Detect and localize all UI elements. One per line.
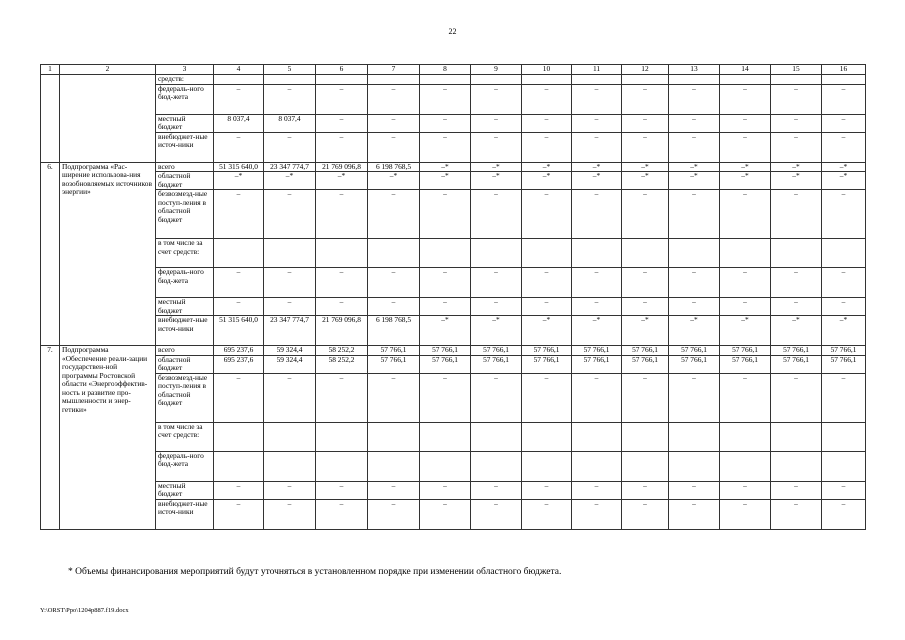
amount-cell: –* [771,316,822,346]
amount-cell: 57 766,1 [720,346,771,356]
amount-cell: – [622,373,669,422]
amount-cell: – [720,132,771,162]
amount-cell: 57 766,1 [471,355,522,373]
amount-cell: 57 766,1 [420,355,471,373]
amount-cell: – [316,298,368,316]
amount-cell: – [522,298,572,316]
amount-cell: – [771,84,822,114]
amount-cell: – [720,114,771,132]
column-number: 4 [214,65,264,75]
amount-cell: – [264,132,316,162]
amount-cell: 58 252,2 [316,355,368,373]
amount-cell: –* [471,162,522,172]
amount-cell: – [622,268,669,298]
amount-cell: – [316,373,368,422]
amount-cell: – [368,499,420,529]
amount-cell [572,451,622,481]
amount-cell: 8 037,4 [214,114,264,132]
funding-source: всего [156,346,214,356]
amount-cell: – [669,114,720,132]
table-row [41,481,866,499]
amount-cell [720,75,771,85]
amount-cell: – [822,132,866,162]
amount-cell: – [522,114,572,132]
amount-cell [522,75,572,85]
amount-cell [471,239,522,268]
amount-cell [471,451,522,481]
amount-cell: – [368,373,420,422]
amount-cell: 8 037,4 [264,114,316,132]
amount-cell: – [471,84,522,114]
financing-table [40,64,866,530]
amount-cell: – [720,298,771,316]
funding-source: безвозмезд-ные поступ-ления в областной бюджет [156,190,214,239]
amount-cell: – [720,268,771,298]
funding-source: внебюджет-ные источ-ники [156,316,214,346]
amount-cell: – [264,84,316,114]
funding-source: внебюджет-ные источ-ники [156,499,214,529]
amount-cell [214,239,264,268]
amount-cell: – [669,268,720,298]
amount-cell: – [368,84,420,114]
column-number: 2 [60,65,156,75]
amount-cell: – [316,114,368,132]
amount-cell: – [214,298,264,316]
amount-cell: 57 766,1 [368,355,420,373]
amount-cell: – [214,268,264,298]
funding-source: местный бюджет [156,481,214,499]
amount-cell: 57 766,1 [622,346,669,356]
column-number: 5 [264,65,316,75]
amount-cell [822,75,866,85]
amount-cell: – [822,268,866,298]
amount-cell [368,422,420,451]
amount-cell [368,75,420,85]
funding-source: федераль-ного бюд-жета [156,268,214,298]
amount-cell: – [420,298,471,316]
funding-source: областной бюджет [156,355,214,373]
amount-cell: – [622,298,669,316]
row-index: 7. [41,346,60,530]
amount-cell: 21 769 096,8 [316,316,368,346]
amount-cell: 6 198 768,5 [368,162,420,172]
amount-cell: –* [669,172,720,190]
amount-cell [572,239,622,268]
amount-cell: – [522,499,572,529]
amount-cell: – [669,190,720,239]
funding-source: в том числе за счет средств: [156,422,214,451]
amount-cell: 695 237,6 [214,346,264,356]
amount-cell: – [822,373,866,422]
amount-cell: – [822,114,866,132]
row-index: 6. [41,162,60,346]
amount-cell: –* [316,172,368,190]
file-path: Y:\ORST\Ppo\1204p887.f19.docx [40,607,129,614]
amount-cell: – [214,132,264,162]
amount-cell: – [368,481,420,499]
amount-cell: 59 324,4 [264,346,316,356]
amount-cell: – [522,373,572,422]
table-row [41,298,866,316]
amount-cell: – [214,481,264,499]
amount-cell: – [522,190,572,239]
amount-cell: – [316,132,368,162]
amount-cell: 23 347 774,7 [264,162,316,172]
table-row [41,190,866,239]
amount-cell: –* [720,162,771,172]
amount-cell: 6 198 768,5 [368,316,420,346]
amount-cell [214,451,264,481]
amount-cell: 57 766,1 [471,346,522,356]
amount-cell [572,422,622,451]
table-row [41,239,866,268]
amount-cell [316,451,368,481]
amount-cell: –* [720,316,771,346]
amount-cell: – [471,499,522,529]
amount-cell: – [368,114,420,132]
amount-cell: – [669,481,720,499]
amount-cell: – [622,499,669,529]
amount-cell: – [420,132,471,162]
amount-cell: – [771,481,822,499]
amount-cell: – [669,373,720,422]
amount-cell [471,422,522,451]
amount-cell: – [522,132,572,162]
amount-cell: – [420,481,471,499]
amount-cell: – [669,499,720,529]
amount-cell: – [316,84,368,114]
amount-cell: 21 769 096,8 [316,162,368,172]
funding-source: средств: [156,75,214,85]
amount-cell: – [572,373,622,422]
amount-cell: – [720,481,771,499]
amount-cell: – [669,132,720,162]
column-number: 13 [669,65,720,75]
column-number: 6 [316,65,368,75]
amount-cell: – [669,84,720,114]
amount-cell: – [720,499,771,529]
amount-cell: – [622,84,669,114]
amount-cell: –* [572,162,622,172]
amount-cell [264,422,316,451]
amount-cell [771,75,822,85]
amount-cell [771,451,822,481]
amount-cell [622,422,669,451]
amount-cell [822,422,866,451]
table-row [41,84,866,114]
amount-cell: –* [368,172,420,190]
amount-cell: – [822,190,866,239]
amount-cell: 57 766,1 [771,346,822,356]
amount-cell: 59 324,4 [264,355,316,373]
footnote: * Объемы финансирования мероприятий будут уточняться в установленном порядке при изменении областного бюджета. [68,567,562,577]
table-row [41,75,866,85]
amount-cell [214,422,264,451]
column-number: 11 [572,65,622,75]
amount-cell: 57 766,1 [669,355,720,373]
amount-cell: –* [771,162,822,172]
amount-cell [420,451,471,481]
column-number: 15 [771,65,822,75]
column-number: 8 [420,65,471,75]
amount-cell: – [572,481,622,499]
amount-cell: – [720,373,771,422]
amount-cell: – [420,190,471,239]
table-body [41,65,866,530]
amount-cell: 57 766,1 [572,355,622,373]
amount-cell: – [822,499,866,529]
amount-cell: –* [420,316,471,346]
amount-cell [720,239,771,268]
amount-cell [622,451,669,481]
amount-cell [822,239,866,268]
amount-cell: – [420,268,471,298]
amount-cell: –* [822,172,866,190]
amount-cell: 23 347 774,7 [264,316,316,346]
amount-cell: – [471,114,522,132]
column-number: 12 [622,65,669,75]
amount-cell: – [622,132,669,162]
amount-cell: –* [669,316,720,346]
amount-cell: – [771,499,822,529]
amount-cell: – [720,84,771,114]
amount-cell: – [572,268,622,298]
program-name: Подпрограмма «Рас-ширение использова-ния возобновляемых источников энергии» [60,162,156,346]
amount-cell: –* [264,172,316,190]
amount-cell: – [420,373,471,422]
column-number: 10 [522,65,572,75]
amount-cell: – [771,190,822,239]
amount-cell: –* [420,162,471,172]
amount-cell [316,75,368,85]
amount-cell: – [420,84,471,114]
table-row [41,373,866,422]
amount-cell: – [822,84,866,114]
amount-cell: – [214,373,264,422]
amount-cell [771,422,822,451]
table-row [41,422,866,451]
amount-cell: – [471,190,522,239]
amount-cell [420,422,471,451]
table-row [41,172,866,190]
amount-cell: –* [522,162,572,172]
amount-cell: – [316,190,368,239]
amount-cell: – [771,373,822,422]
column-number: 7 [368,65,420,75]
amount-cell [669,451,720,481]
amount-cell: – [822,298,866,316]
amount-cell: – [214,190,264,239]
amount-cell: 695 237,6 [214,355,264,373]
amount-cell: –* [572,316,622,346]
amount-cell: – [771,132,822,162]
amount-cell: – [720,190,771,239]
amount-cell: 57 766,1 [522,346,572,356]
funding-source: безвозмезд-ные поступ-ления в областной бюджет [156,373,214,422]
table-row [41,114,866,132]
amount-cell: – [214,84,264,114]
amount-cell: 57 766,1 [822,346,866,356]
amount-cell: –* [471,316,522,346]
amount-cell [522,451,572,481]
table-row [41,268,866,298]
column-number: 3 [156,65,214,75]
amount-cell [368,451,420,481]
amount-cell: – [264,298,316,316]
amount-cell: –* [420,172,471,190]
amount-cell [771,239,822,268]
amount-cell: – [264,190,316,239]
amount-cell: – [572,298,622,316]
amount-cell: – [368,268,420,298]
amount-cell [720,451,771,481]
table-row [41,132,866,162]
amount-cell: – [316,268,368,298]
column-number: 1 [41,65,60,75]
amount-cell: – [420,114,471,132]
table-row [41,162,866,172]
amount-cell: – [368,132,420,162]
amount-cell [669,422,720,451]
amount-cell: – [771,114,822,132]
amount-cell: 51 315 640,0 [214,316,264,346]
amount-cell: – [214,499,264,529]
amount-cell: – [264,499,316,529]
amount-cell: –* [522,316,572,346]
amount-cell [522,239,572,268]
amount-cell: 57 766,1 [720,355,771,373]
amount-cell: –* [822,316,866,346]
amount-cell: – [264,481,316,499]
amount-cell: –* [214,172,264,190]
column-number: 9 [471,65,522,75]
amount-cell [720,422,771,451]
funding-source: областной бюджет [156,172,214,190]
row-index [41,75,60,163]
column-number: 14 [720,65,771,75]
table-row [41,451,866,481]
header-row [41,65,866,75]
amount-cell: – [471,298,522,316]
amount-cell: –* [522,172,572,190]
funding-source: федераль-ного бюд-жета [156,84,214,114]
amount-cell: – [316,481,368,499]
amount-cell: – [420,499,471,529]
table-row [41,346,866,356]
table-row [41,355,866,373]
amount-cell: – [572,499,622,529]
amount-cell: – [368,298,420,316]
amount-cell: – [368,190,420,239]
funding-source: внебюджет-ные источ-ники [156,132,214,162]
page-number: 22 [448,27,457,36]
amount-cell: –* [622,316,669,346]
amount-cell [264,451,316,481]
amount-cell: –* [720,172,771,190]
amount-cell: – [771,298,822,316]
amount-cell: – [471,268,522,298]
funding-source: местный бюджет [156,114,214,132]
amount-cell: – [622,481,669,499]
amount-cell: – [264,268,316,298]
table-row [41,316,866,346]
amount-cell: –* [622,172,669,190]
amount-cell: – [771,268,822,298]
amount-cell: – [471,373,522,422]
amount-cell [420,75,471,85]
funding-source: федераль-ного бюд-жета [156,451,214,481]
amount-cell [572,75,622,85]
amount-cell [622,75,669,85]
amount-cell: – [572,114,622,132]
amount-cell: 57 766,1 [368,346,420,356]
amount-cell: –* [771,172,822,190]
amount-cell: – [572,132,622,162]
amount-cell: – [471,481,522,499]
program-name: Подпрограмма «Обеспечение реали-зации государствен-ной программы Ростовской области «Энергоэффектив-ность и развитие про-мышленности и энер-гетики» [60,346,156,530]
amount-cell [522,422,572,451]
amount-cell: – [522,481,572,499]
amount-cell: –* [669,162,720,172]
amount-cell: 57 766,1 [669,346,720,356]
amount-cell: 58 252,2 [316,346,368,356]
amount-cell: –* [471,172,522,190]
amount-cell [669,75,720,85]
amount-cell [822,451,866,481]
column-number: 16 [822,65,866,75]
amount-cell: – [572,84,622,114]
amount-cell: –* [622,162,669,172]
amount-cell: – [264,373,316,422]
amount-cell: 57 766,1 [622,355,669,373]
amount-cell: 57 766,1 [522,355,572,373]
amount-cell: – [471,132,522,162]
amount-cell: – [572,190,622,239]
amount-cell [264,75,316,85]
program-name [60,75,156,163]
amount-cell: – [522,84,572,114]
amount-cell: 57 766,1 [822,355,866,373]
amount-cell: – [669,298,720,316]
amount-cell [316,239,368,268]
funding-source: всего [156,162,214,172]
amount-cell [471,75,522,85]
amount-cell: – [622,190,669,239]
amount-cell: – [822,481,866,499]
amount-cell [669,239,720,268]
amount-cell: 51 315 640,0 [214,162,264,172]
amount-cell: – [522,268,572,298]
table-row [41,499,866,529]
amount-cell [420,239,471,268]
amount-cell: –* [572,172,622,190]
funding-source: в том числе за счет средств: [156,239,214,268]
amount-cell: – [316,499,368,529]
amount-cell: –* [822,162,866,172]
funding-source: местный бюджет [156,298,214,316]
amount-cell: 57 766,1 [771,355,822,373]
amount-cell: – [622,114,669,132]
amount-cell [368,239,420,268]
amount-cell [622,239,669,268]
amount-cell [214,75,264,85]
amount-cell [316,422,368,451]
amount-cell [264,239,316,268]
amount-cell: 57 766,1 [572,346,622,356]
amount-cell: 57 766,1 [420,346,471,356]
